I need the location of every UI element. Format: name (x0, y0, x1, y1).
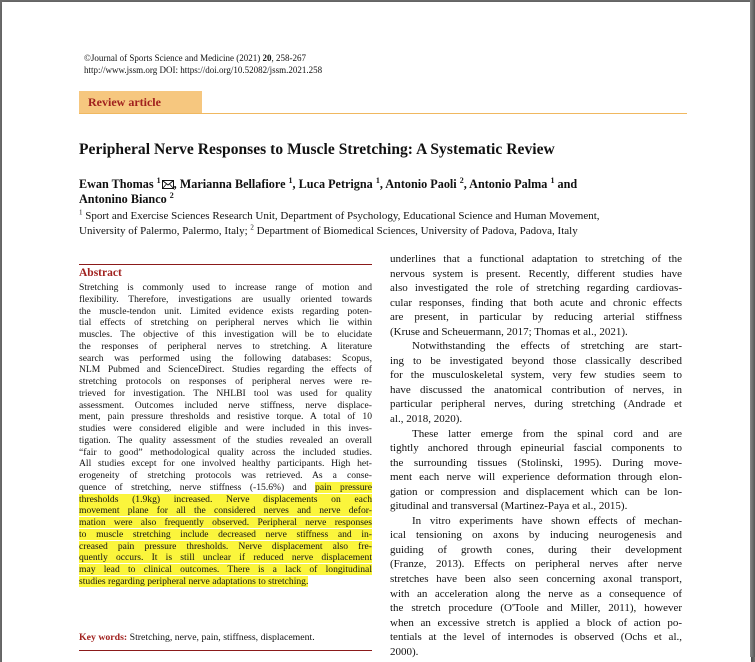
abstract-line: erogeneity of stretching protocols was retrieved. As a conse- (79, 470, 372, 481)
keywords-text: Stretching, nerve, pain, stiffness, displacement. (127, 632, 315, 643)
abstract-line (79, 505, 372, 517)
highlighted-text[interactable]: to muscle stretching include decreased nerve stiffness and in- (79, 528, 372, 540)
abstract-heading: Abstract (79, 267, 122, 279)
body-line: ment each nerve will experience deformation through elon- (390, 471, 682, 484)
body-text-column (390, 252, 682, 659)
body-line: ical tensioning on axons by inducing neurogenesis and (390, 529, 682, 542)
abstract-line (79, 494, 372, 506)
body-line: guiding of growth cones, during their development (390, 543, 682, 556)
body-line: when an excessive stretch is applied a block of action po- (390, 616, 682, 629)
body-line: gitudinal and transversal (Martinez-Paya et al., 2015). (390, 500, 628, 513)
abstract-bottom-rule (79, 650, 372, 651)
abstract-line: NLM Pubmed and ScienceDirect. Studies regarding the effects of (79, 364, 372, 376)
abstract-line: tial effects of stretching on peripheral nerves which lie within (79, 317, 372, 329)
author-affiliation-mark: 1 (156, 175, 161, 185)
affiliation-line: University of Palermo, Palermo, Italy; $^2$ Department of Biomedical Sciences, University of Padova, Padova, Italy (79, 223, 578, 237)
highlighted-text[interactable]: quently occurs. It is still unclear if reduced nerve displacement (79, 552, 372, 564)
document-page (2, 2, 751, 662)
highlighted-text[interactable]: thresholds (1.9kg) increased. Nerve displacements on each (79, 493, 372, 505)
abstract-line: muscles. The objective of this investigation will be to elucidate (79, 329, 372, 340)
abstract-line (79, 576, 372, 588)
journal-citation (84, 53, 306, 64)
abstract-top-rule (79, 264, 372, 265)
author-name: , Antonio Paoli (379, 177, 460, 191)
body-line: gation or compression and displacement which can be lon- (390, 485, 682, 498)
abstract-line: assessment. Outcomes included nerve stiffness, nerve displace- (79, 399, 372, 411)
body-line: 2000). (390, 645, 419, 658)
affiliation-line: $^1$ Sport and Exercise Sciences Research Unit, Department of Psychology, Educational Science and Human Movement, (79, 208, 600, 222)
author-affiliation-mark: 2 (459, 175, 464, 185)
author-name: Ewan Thomas (79, 177, 157, 191)
keywords (79, 632, 315, 643)
highlighted-text[interactable]: mation were also frequently observed. Peripheral nerve responses (79, 517, 372, 528)
abstract-line: studies were considered eligible and were included in this inves- (79, 423, 372, 434)
abstract-line (79, 541, 372, 553)
body-line: particular peripheral nerves, during stretching (Andrade et (390, 398, 682, 411)
header-divider (79, 113, 687, 114)
highlighted-text[interactable]: pain pressure (315, 481, 372, 493)
abstract-line: trieved for investigation. The NHLBI tool was used for quality (79, 387, 372, 399)
abstract-line: the responses of peripheral nerves to stretching. A literature (79, 340, 372, 352)
body-line: Notwithstanding the effects of stretching are start- (412, 340, 682, 353)
abstract-line: flexibility. Therefore, investigations are usually oriented towards (79, 293, 372, 305)
author-name: , Marianna Bellafiore (173, 177, 289, 191)
body-line: the stretch procedure (O'Toole and Miller, 2011), however (390, 602, 682, 615)
doi-line[interactable]: http://www.jssm.org DOI: https://doi.org/10.52082/jssm.2021.258 (84, 65, 323, 75)
paper-title: Peripheral Nerve Responses to Muscle Stretching: A Systematic Review (79, 141, 555, 158)
abstract-line (79, 517, 372, 529)
highlighted-text[interactable]: movement plane for all the considered nerves and nerve defor- (79, 505, 372, 517)
body-line: ing to be investigated beyond those classically described (390, 354, 682, 367)
highlighted-text[interactable]: creased pain pressure thresholds. Nerve displacement also fre- (79, 540, 372, 552)
author-affiliation-mark: 1 (288, 175, 293, 185)
body-line: also investigated the role of stretching regarding cardiovas- (390, 282, 682, 295)
body-line: cular responses, finding that both acute and chronic effects (390, 296, 682, 309)
abstract-line: tigation. The quality assessment of the studies revealed an overall (79, 434, 372, 446)
author-affiliation-mark: 2 (169, 190, 174, 200)
author-name: Antonino Bianco (79, 192, 170, 206)
abstract-line: quence of stretching, nerve stiffness (-15.6%) and pain pressure (79, 481, 372, 493)
body-line: for the musculoskeletal system, very few studies seem to (390, 369, 682, 382)
body-line: (Franze, 2013). Effects on peripheral nerves after nerve (390, 558, 682, 571)
body-line: are present, in particular by reducing arterial stiffness (390, 311, 682, 324)
body-line: stretches have been also seen concerning axonal transport, (390, 573, 682, 586)
body-line: nervous system is present. Recently, different studies have (390, 267, 682, 280)
body-line: tightly anchored through epineurial fascial components to (390, 442, 682, 455)
abstract-line: “fair to good” methodological quality across the included studies. (79, 446, 372, 458)
journal-pages: , 258-267 (271, 53, 307, 63)
author-affiliation-mark: 1 (375, 175, 380, 185)
author-list (79, 177, 687, 207)
abstract-line (79, 564, 372, 576)
author-line (79, 192, 687, 207)
keywords-label: Key words: (79, 632, 128, 643)
body-line: the surrounding tissues (Stolinski, 1995). During move- (390, 456, 682, 469)
body-line: tentials at the level of internodes is observed (Ochs et al., (390, 631, 682, 644)
article-type-label: Review article (79, 91, 202, 113)
abstract-line (79, 552, 372, 564)
author-name: , Antonio Palma (463, 177, 551, 191)
body-line: al., 2018, 2020). (390, 413, 463, 426)
author-line (79, 177, 687, 192)
abstract-line: ment, pain pressure thresholds and resistive torque. A total of 10 (79, 411, 372, 423)
journal-name: ©Journal of Sports Science and Medicine (2021) (84, 53, 263, 63)
envelope-icon[interactable] (162, 180, 174, 189)
affiliations (79, 209, 687, 239)
body-line: underlines that a functional adaptation to stretching of the (390, 253, 682, 265)
abstract-line: All studies except for one involved healthy participants. High het- (79, 458, 372, 470)
author-affiliation-mark: 1 (550, 175, 555, 185)
abstract-line: stretching protocols on responses of peripheral nerves were re- (79, 376, 372, 387)
viewer-background (750, 0, 755, 657)
abstract-line: Stretching is commonly used to increase range of motion and (79, 282, 372, 293)
body-line: have discussed the anatomical contribution of nerves, in (390, 383, 682, 396)
body-line: (Kruse and Scheuermann, 2017; Thomas et al., 2021). (390, 325, 628, 338)
journal-volume: 20 (262, 53, 272, 63)
author-name: and (554, 177, 578, 191)
abstract-line: search was performed using the following databases: Scopus, (79, 352, 372, 364)
highlighted-text[interactable]: studies regarding peripheral nerve adaptations to stretching. (79, 575, 309, 587)
abstract-text (79, 282, 372, 588)
abstract-line: the muscle-tendon unit. Limited evidence exists regarding poten- (79, 305, 372, 317)
body-line: These latter emerge from the spinal cord and are (412, 427, 682, 440)
abstract-line (79, 529, 372, 541)
highlighted-text[interactable]: may lead to clinical outcomes. There is a lack of longitudinal (79, 564, 372, 575)
body-line: with an acceleration along the nerve as a consequence of (390, 587, 682, 600)
body-line: In vitro experiments have shown effects of mechan- (412, 514, 682, 527)
author-name: , Luca Petrigna (292, 177, 376, 191)
